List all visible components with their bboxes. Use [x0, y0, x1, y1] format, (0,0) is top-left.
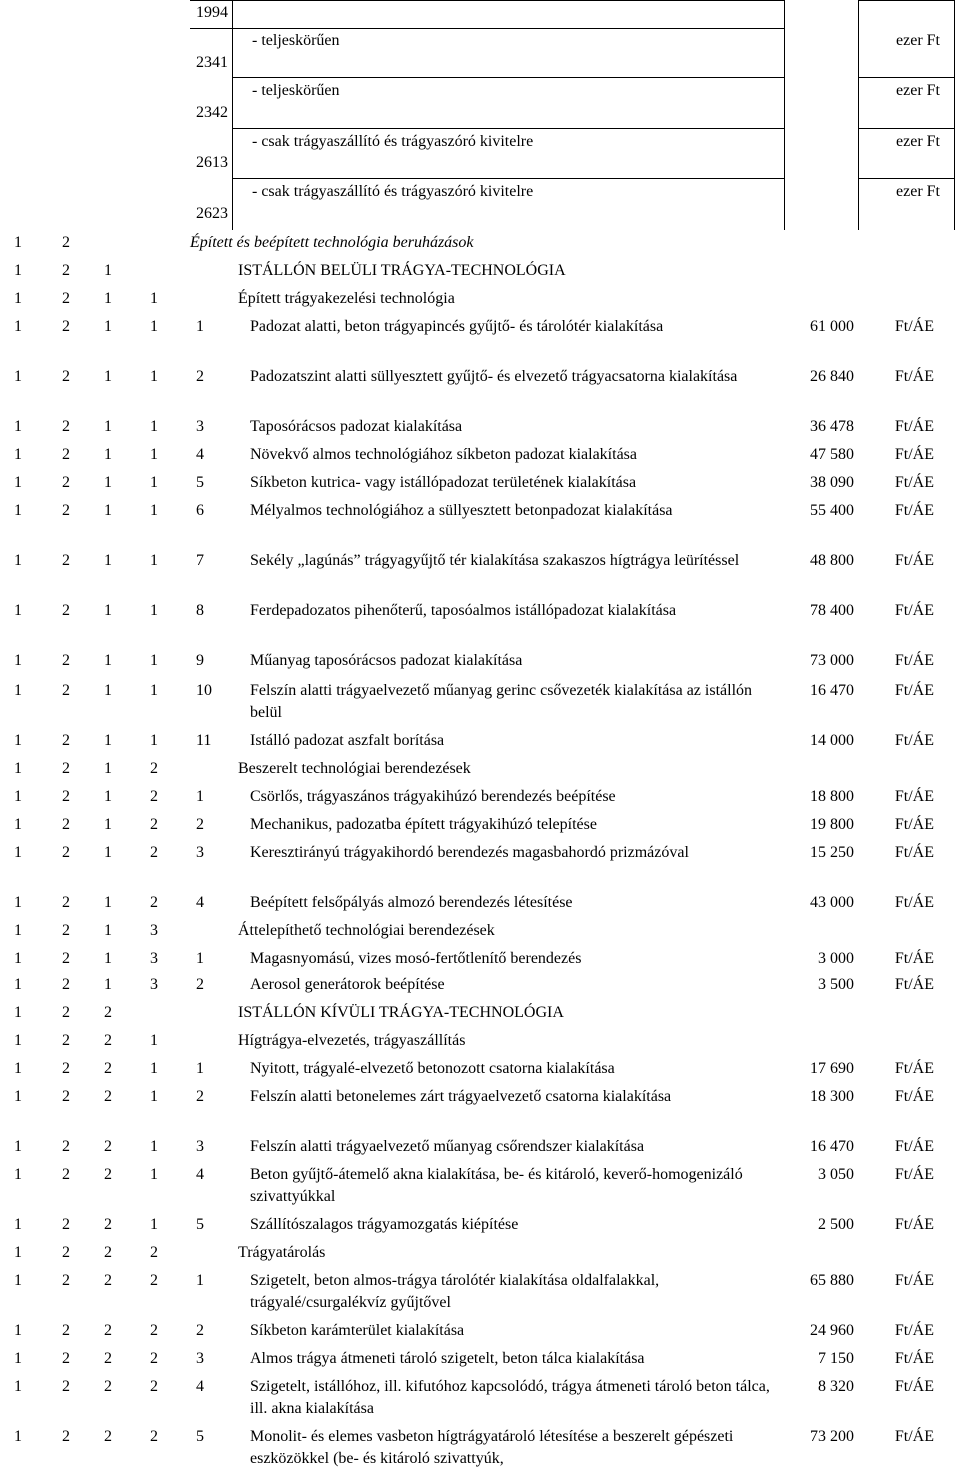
code-digit: 2 [150, 760, 158, 777]
item-description: Beszerelt technológiai berendezések [238, 760, 471, 777]
code-digit: 2 [104, 1272, 112, 1289]
code-digit: 1 [14, 652, 22, 669]
code-digit: 1 [14, 290, 22, 307]
item-description: Épített trágyakezelési technológia [238, 290, 455, 307]
code-digit: 1 [104, 816, 112, 833]
code-digit: 1 [14, 922, 22, 939]
item-unit: Ft/ÁE [894, 788, 934, 805]
item-amount: 47 580 [810, 446, 854, 463]
code-digit: 2 [62, 922, 70, 939]
column-line [784, 0, 785, 230]
code-digit: 2 [62, 844, 70, 861]
item-amount: 16 470 [810, 682, 854, 699]
code-digit: 2 [62, 552, 70, 569]
code-digit: 1 [14, 1350, 22, 1367]
code-digit: 9 [196, 652, 204, 669]
item-description: Keresztirányú trágyakihordó berendezés magasbahordó prizmázóval [250, 844, 689, 861]
item-amount: 48 800 [810, 552, 854, 569]
item-description: Magasnyomású, vizes mosó-fertőtlenítő berendezés [250, 950, 582, 967]
unit-cell-divider [858, 77, 954, 78]
code-digit: 2 [62, 1272, 70, 1289]
code-digit: 2 [62, 446, 70, 463]
code-digit: 3 [196, 1138, 204, 1155]
code-digit: 1 [14, 1060, 22, 1077]
item-amount: 16 470 [810, 1138, 854, 1155]
code-digit: 1 [150, 318, 158, 335]
item-amount: 78 400 [810, 602, 854, 619]
code-digit: 1 [14, 368, 22, 385]
code-digit: 2 [196, 368, 204, 385]
code-digit: 1 [14, 844, 22, 861]
code-digit: 1 [14, 602, 22, 619]
item-description: Sekély „lagúnás” trágyagyűjtő tér kialakítása szakaszos hígtrágya leürítéssel [250, 552, 740, 569]
code-digit: 1 [104, 922, 112, 939]
item-amount: 14 000 [810, 732, 854, 749]
item-description: Beton gyűjtő-átemelő akna kialakítása, be- és kitároló, keverő-homogenizáló szivattyúkkal [250, 1166, 743, 1205]
item-amount: 73 000 [810, 652, 854, 669]
code-digit: 4 [196, 894, 204, 911]
code-digit: 1 [150, 368, 158, 385]
code-digit: 1 [14, 1378, 22, 1395]
code-digit: 2 [62, 732, 70, 749]
code-digit: 2 [62, 760, 70, 777]
code-digit: 1 [150, 1166, 158, 1183]
code-digit: 1 [14, 1244, 22, 1261]
code-digit: 2 [62, 1004, 70, 1021]
unit-cell-divider [858, 128, 954, 129]
item-description: Áttelepíthető technológiai berendezések [238, 922, 495, 939]
unit-label: ezer Ft [896, 82, 940, 99]
unit-label: ezer Ft [896, 133, 940, 150]
code-digit: 1 [14, 1272, 22, 1289]
item-amount: 55 400 [810, 502, 854, 519]
top-border-right [858, 0, 954, 1]
code-digit: 2 [62, 318, 70, 335]
desc-cell-divider [232, 178, 784, 179]
item-unit: Ft/ÁE [894, 682, 934, 699]
code-digit: 2 [62, 418, 70, 435]
code-digit: 1 [14, 446, 22, 463]
item-unit: Ft/ÁE [894, 1138, 934, 1155]
code-digit: 1 [104, 732, 112, 749]
code-digit: 1 [104, 788, 112, 805]
code-digit: 7 [196, 552, 204, 569]
item-amount: 3 500 [818, 976, 854, 993]
item-description: Hígtrágya-elvezetés, trágyaszállítás [238, 1032, 466, 1049]
code-digit: 2 [62, 1378, 70, 1395]
item-description: Ferdepadozatos pihenőterű, taposóalmos istállópadozat kialakítása [250, 602, 677, 619]
code-digit: 2 [104, 1216, 112, 1233]
code-digit: 2 [104, 1244, 112, 1261]
code-digit: 2 [104, 1166, 112, 1183]
column-line [858, 0, 859, 230]
desc-cell-divider [232, 28, 784, 29]
header-block [0, 0, 960, 230]
code-digit: 1 [104, 976, 112, 993]
code-digit: 2 [62, 502, 70, 519]
code-digit: 1 [150, 1088, 158, 1105]
item-unit: Ft/ÁE [894, 502, 934, 519]
item-unit: Ft/ÁE [894, 446, 934, 463]
item-unit: Ft/ÁE [894, 1216, 934, 1233]
code-digit: 4 [196, 446, 204, 463]
code-digit: 1 [150, 652, 158, 669]
description: - teljeskörűen [252, 82, 340, 99]
code-digit: 1 [14, 1138, 22, 1155]
code-digit: 2 [62, 950, 70, 967]
code-digit: 1 [150, 602, 158, 619]
item-description: Növekvő almos technológiához síkbeton padozat kialakítása [250, 446, 637, 463]
code-digit: 3 [150, 922, 158, 939]
item-description: Padozatszint alatti süllyesztett gyűjtő- és elvezető trágyacsatorna kialakítása [250, 368, 738, 385]
item-description: Épített és beépített technológia beruházások [190, 234, 474, 251]
code-digit: 2 [150, 1350, 158, 1367]
item-amount: 19 800 [810, 816, 854, 833]
code-digit: 2 [62, 1216, 70, 1233]
code-digit: 3 [150, 950, 158, 967]
code-digit: 2 [150, 894, 158, 911]
code-digit: 2 [150, 1428, 158, 1445]
code-digit: 11 [196, 732, 212, 749]
item-unit: Ft/ÁE [894, 418, 934, 435]
code-digit: 1 [196, 1272, 204, 1289]
code-digit: 2 [62, 262, 70, 279]
code-digit: 1 [14, 682, 22, 699]
code-digit: 2 [62, 474, 70, 491]
item-amount: 8 320 [818, 1378, 854, 1395]
code-digit: 2 [150, 1272, 158, 1289]
code-digit: 1 [104, 950, 112, 967]
code-digit: 2 [62, 1350, 70, 1367]
code-digit: 1 [14, 502, 22, 519]
item-description: Mélyalmos technológiához a süllyesztett betonpadozat kialakítása [250, 502, 673, 519]
code-digit: 1 [14, 894, 22, 911]
item-amount: 24 960 [810, 1322, 854, 1339]
item-description: Taposórácsos padozat kialakítása [250, 418, 463, 435]
code-digit: 2 [196, 976, 204, 993]
code-digit: 2 [62, 1032, 70, 1049]
code-digit: 1 [104, 318, 112, 335]
unit-label: ezer Ft [896, 183, 940, 200]
code-digit: 2 [62, 1088, 70, 1105]
code-digit: 10 [196, 682, 212, 699]
code-digit: 1 [14, 732, 22, 749]
code-digit: 2 [62, 234, 70, 251]
item-amount: 2 500 [818, 1216, 854, 1233]
code-2613: 2613 [196, 154, 228, 171]
code-1994: 1994 [196, 4, 228, 21]
desc-cell-divider [232, 128, 784, 129]
item-unit: Ft/ÁE [894, 894, 934, 911]
item-unit: Ft/ÁE [894, 1166, 934, 1183]
code-digit: 1 [196, 788, 204, 805]
code-digit: 3 [196, 1350, 204, 1367]
code-digit: 1 [104, 446, 112, 463]
code-digit: 2 [62, 976, 70, 993]
item-description: Monolit- és elemes vasbeton hígtrágyatároló létesítése a beszerelt gépészeti eszközökkel (be- és kitároló szivattyúk, [250, 1428, 734, 1467]
code-digit: 5 [196, 1216, 204, 1233]
item-description: ISTÁLLÓN BELÜLI TRÁGYA-TECHNOLÓGIA [238, 262, 566, 279]
item-unit: Ft/ÁE [894, 1428, 934, 1445]
code-digit: 5 [196, 1428, 204, 1445]
item-unit: Ft/ÁE [894, 1088, 934, 1105]
item-description: Síkbeton karámterület kialakítása [250, 1322, 465, 1339]
item-description: Felszín alatti betonelemes zárt trágyaelvezető csatorna kialakítása [250, 1088, 672, 1105]
code-digit: 1 [104, 418, 112, 435]
item-unit: Ft/ÁE [894, 844, 934, 861]
code-digit: 1 [14, 816, 22, 833]
unit-cell-divider [858, 178, 954, 179]
item-description: ISTÁLLÓN KÍVÜLI TRÁGYA-TECHNOLÓGIA [238, 1004, 564, 1021]
code-digit: 1 [196, 318, 204, 335]
code-digit: 1 [14, 976, 22, 993]
code-digit: 1 [150, 474, 158, 491]
code-digit: 1 [150, 418, 158, 435]
item-description: Szállítószalagos trágyamozgatás kiépítése [250, 1216, 519, 1233]
code-2341: 2341 [196, 54, 228, 71]
code-digit: 1 [104, 474, 112, 491]
item-amount: 73 200 [810, 1428, 854, 1445]
code-digit: 1 [104, 760, 112, 777]
code-digit: 2 [62, 368, 70, 385]
item-unit: Ft/ÁE [894, 318, 934, 335]
item-unit: Ft/ÁE [894, 1322, 934, 1339]
description: - teljeskörűen [252, 32, 340, 49]
code-digit: 2 [62, 1060, 70, 1077]
code-digit: 1 [14, 950, 22, 967]
item-description: Nyitott, trágyalé-elvezető betonozott csatorna kialakítása [250, 1060, 615, 1077]
code-digit: 2 [62, 788, 70, 805]
description: - csak trágyaszállító és trágyaszóró kivitelre [252, 133, 534, 150]
code-digit: 1 [14, 318, 22, 335]
unit-label: ezer Ft [896, 32, 940, 49]
code-digit: 1 [104, 894, 112, 911]
column-line [232, 0, 233, 230]
code-digit: 2 [104, 1060, 112, 1077]
code-digit: 2 [62, 682, 70, 699]
code-digit: 2 [62, 816, 70, 833]
item-unit: Ft/ÁE [894, 1272, 934, 1289]
item-amount: 18 800 [810, 788, 854, 805]
code-digit: 2 [104, 1004, 112, 1021]
code-digit: 2 [104, 1032, 112, 1049]
item-amount: 43 000 [810, 894, 854, 911]
item-unit: Ft/ÁE [894, 368, 934, 385]
code-digit: 1 [14, 1166, 22, 1183]
code-digit: 2 [196, 1088, 204, 1105]
code-digit: 1 [104, 682, 112, 699]
code-digit: 1 [150, 446, 158, 463]
item-description: Beépített felsőpályás almozó berendezés létesítése [250, 894, 573, 911]
code-digit: 2 [62, 1428, 70, 1445]
code-digit: 2 [150, 1244, 158, 1261]
item-amount: 36 478 [810, 418, 854, 435]
code-digit: 1 [104, 844, 112, 861]
code-cell-divider [190, 28, 232, 29]
item-unit: Ft/ÁE [894, 1350, 934, 1367]
item-description: Trágyatárolás [238, 1244, 326, 1261]
item-description: Szigetelt, istállóhoz, ill. kifutóhoz kapcsolódó, trágya átmeneti tároló beton tálca, ill. akna kialakítása [250, 1378, 770, 1417]
item-description: Felszín alatti trágyaelvezető műanyag gerinc csővezeték kialakítása az istállón belül [250, 682, 753, 721]
code-digit: 1 [14, 1428, 22, 1445]
item-description: Felszín alatti trágyaelvezető műanyag csőrendszer kialakítása [250, 1138, 645, 1155]
code-digit: 3 [196, 844, 204, 861]
code-digit: 1 [14, 760, 22, 777]
code-digit: 8 [196, 602, 204, 619]
item-amount: 7 150 [818, 1350, 854, 1367]
code-digit: 1 [150, 552, 158, 569]
code-digit: 1 [150, 682, 158, 699]
item-unit: Ft/ÁE [894, 816, 934, 833]
code-digit: 2 [104, 1088, 112, 1105]
column-line [954, 0, 955, 230]
code-digit: 6 [196, 502, 204, 519]
item-description: Műanyag taposórácsos padozat kialakítása [250, 652, 523, 669]
code-digit: 1 [14, 1322, 22, 1339]
top-border [190, 0, 784, 1]
code-digit: 1 [150, 290, 158, 307]
code-digit: 1 [104, 602, 112, 619]
code-digit: 1 [14, 552, 22, 569]
code-digit: 1 [104, 262, 112, 279]
code-digit: 1 [150, 732, 158, 749]
item-description: Mechanikus, padozatba épített trágyakihúzó telepítése [250, 816, 597, 833]
code-digit: 1 [104, 502, 112, 519]
code-digit: 1 [104, 368, 112, 385]
code-digit: 2 [62, 652, 70, 669]
code-digit: 2 [104, 1322, 112, 1339]
code-digit: 1 [14, 1088, 22, 1105]
item-amount: 3 050 [818, 1166, 854, 1183]
code-digit: 2 [150, 844, 158, 861]
code-digit: 2 [196, 816, 204, 833]
code-digit: 2 [150, 1322, 158, 1339]
item-amount: 17 690 [810, 1060, 854, 1077]
item-unit: Ft/ÁE [894, 652, 934, 669]
description: - csak trágyaszállító és trágyaszóró kivitelre [252, 183, 534, 200]
code-digit: 1 [14, 418, 22, 435]
item-description: Szigetelt, beton almos-trágya tárolótér kialakítása oldalfalakkal, trágyalé/csurgalékvíz gyűjtővel [250, 1272, 660, 1311]
item-amount: 65 880 [810, 1272, 854, 1289]
code-digit: 3 [196, 418, 204, 435]
code-digit: 1 [14, 474, 22, 491]
code-digit: 1 [14, 262, 22, 279]
code-digit: 2 [150, 1378, 158, 1395]
code-digit: 3 [150, 976, 158, 993]
code-digit: 2 [62, 1322, 70, 1339]
code-2342: 2342 [196, 104, 228, 121]
item-unit: Ft/ÁE [894, 1378, 934, 1395]
code-digit: 1 [104, 652, 112, 669]
code-digit: 1 [196, 1060, 204, 1077]
item-amount: 18 300 [810, 1088, 854, 1105]
item-description: Aerosol generátorok beépítése [250, 976, 445, 993]
code-digit: 1 [196, 950, 204, 967]
item-description: Csörlős, trágyaszános trágyakihúzó berendezés beépítése [250, 788, 616, 805]
code-digit: 2 [196, 1322, 204, 1339]
code-digit: 2 [62, 602, 70, 619]
code-digit: 1 [14, 1032, 22, 1049]
item-unit: Ft/ÁE [894, 552, 934, 569]
item-description: Padozat alatti, beton trágyapincés gyűjtő- és tárolótér kialakítása [250, 318, 664, 335]
code-digit: 4 [196, 1166, 204, 1183]
item-amount: 38 090 [810, 474, 854, 491]
code-digit: 1 [14, 234, 22, 251]
code-digit: 2 [62, 894, 70, 911]
code-digit: 1 [150, 1032, 158, 1049]
code-digit: 5 [196, 474, 204, 491]
item-amount: 15 250 [810, 844, 854, 861]
item-amount: 26 840 [810, 368, 854, 385]
item-unit: Ft/ÁE [894, 976, 934, 993]
code-digit: 1 [150, 1138, 158, 1155]
code-digit: 1 [150, 1060, 158, 1077]
code-digit: 1 [14, 1004, 22, 1021]
code-digit: 2 [104, 1428, 112, 1445]
item-amount: 61 000 [810, 318, 854, 335]
code-digit: 4 [196, 1378, 204, 1395]
code-digit: 2 [150, 788, 158, 805]
item-unit: Ft/ÁE [894, 950, 934, 967]
code-digit: 2 [62, 290, 70, 307]
item-unit: Ft/ÁE [894, 602, 934, 619]
code-digit: 1 [104, 552, 112, 569]
item-unit: Ft/ÁE [894, 732, 934, 749]
code-digit: 2 [104, 1378, 112, 1395]
item-description: Almos trágya átmeneti tároló szigetelt, beton tálca kialakítása [250, 1350, 645, 1367]
code-digit: 2 [62, 1244, 70, 1261]
code-digit: 2 [62, 1138, 70, 1155]
code-digit: 2 [104, 1350, 112, 1367]
code-digit: 1 [14, 788, 22, 805]
item-unit: Ft/ÁE [894, 474, 934, 491]
code-digit: 1 [150, 502, 158, 519]
code-2623: 2623 [196, 205, 228, 222]
code-digit: 2 [150, 816, 158, 833]
code-digit: 2 [104, 1138, 112, 1155]
code-digit: 1 [150, 1216, 158, 1233]
item-description: Istálló padozat aszfalt borítása [250, 732, 445, 749]
code-digit: 1 [14, 1216, 22, 1233]
code-digit: 1 [104, 290, 112, 307]
code-digit: 2 [62, 1166, 70, 1183]
item-description: Síkbeton kutrica- vagy istállópadozat területének kialakítása [250, 474, 637, 491]
item-amount: 3 000 [818, 950, 854, 967]
item-unit: Ft/ÁE [894, 1060, 934, 1077]
desc-cell-divider [232, 77, 784, 78]
